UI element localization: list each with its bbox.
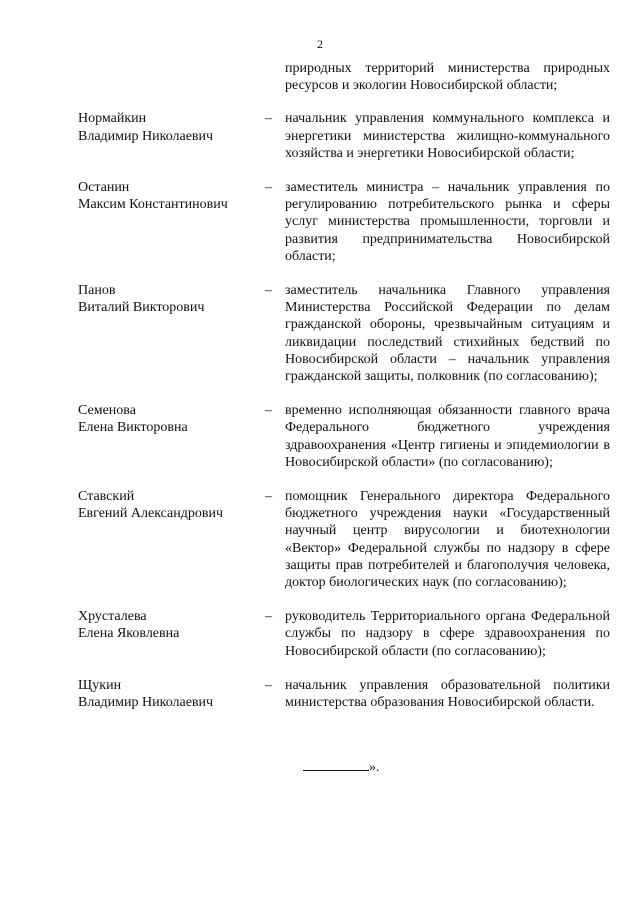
list-item [0,488,640,591]
member-name [78,488,263,522]
dash-separator: – [265,609,272,625]
member-given-name: Владимир Николаевич [78,128,214,144]
member-position: заместитель министра – начальник управления по регулированию потребительского рынка и сферы услуг министерства промышленности, торговли и развития предпринимательства Новосибирской области; [285,180,610,264]
dash-separator: – [265,489,272,505]
continuation-entry [0,60,640,94]
list-item [0,677,640,711]
member-surname: Семенова [78,403,136,419]
member-surname: Щукин [78,677,122,693]
member-surname: Ставский [78,489,135,505]
dash-separator: – [265,677,272,693]
member-surname: Хрусталева [78,609,147,625]
continuation-text: природных территорий министерства природных ресурсов и экологии Новосибирской области; [285,61,610,94]
member-name [78,608,263,642]
member-given-name: Елена Викторовна [78,420,188,436]
member-position: помощник Генерального директора Федерального бюджетного учреждения науки «Государственный научный центр вирусологии и биотехнологии «Вектор» Федеральной службы по надзору в сфере защиты прав потребителей и благополучия человека, доктор биологических наук (по согласованию); [285,489,610,591]
member-surname: Останин [78,180,130,196]
member-given-name: Елена Яковлевна [78,626,180,642]
member-position: руководитель Территориального органа Федеральной службы по надзору в сфере здравоохранения по Новосибирской области (по согласованию); [285,609,610,659]
member-position: заместитель начальника Главного управления Министерства Российской Федерации по делам гражданской обороны, чрезвычайным ситуациям и ликвидации последствий стихийных бедствий по Новосибирской области – начальник управления гражданской защиты, полковник (по согласованию); [285,283,610,385]
closing-mark: ». [369,760,380,775]
dash-separator: – [265,283,272,299]
page-number: 2 [317,37,323,51]
member-name [78,677,263,711]
list-item [0,402,640,471]
closing-line [303,757,380,776]
member-list [0,60,640,728]
member-position: временно исполняющая обязанности главного врача Федерального бюджетного учреждения здравоохранения «Центр гигиены и эпидемиологии в Новосибирской области» (по согласованию); [285,403,610,470]
list-item [0,282,640,385]
member-given-name: Виталий Викторович [78,300,205,316]
member-name [78,402,263,436]
member-given-name: Евгений Александрович [78,506,224,522]
member-position: начальник управления коммунального комплекса и энергетики министерства жилищно-коммунального хозяйства и энергетики Новосибирской области; [285,111,610,161]
member-surname: Панов [78,283,116,299]
member-name [78,282,263,316]
list-item [0,110,640,162]
dash-separator: – [265,111,272,127]
closing-underline [303,757,369,771]
member-position: начальник управления образовательной политики министерства образования Новосибирской области. [285,677,610,711]
dash-separator: – [265,180,272,196]
member-name [78,179,263,213]
list-item [0,179,640,265]
dash-separator: – [265,403,272,419]
member-given-name: Максим Константинович [78,197,228,213]
list-item [0,608,640,660]
member-given-name: Владимир Николаевич [78,695,214,711]
member-name [78,110,263,144]
member-surname: Нормайкин [78,111,147,127]
